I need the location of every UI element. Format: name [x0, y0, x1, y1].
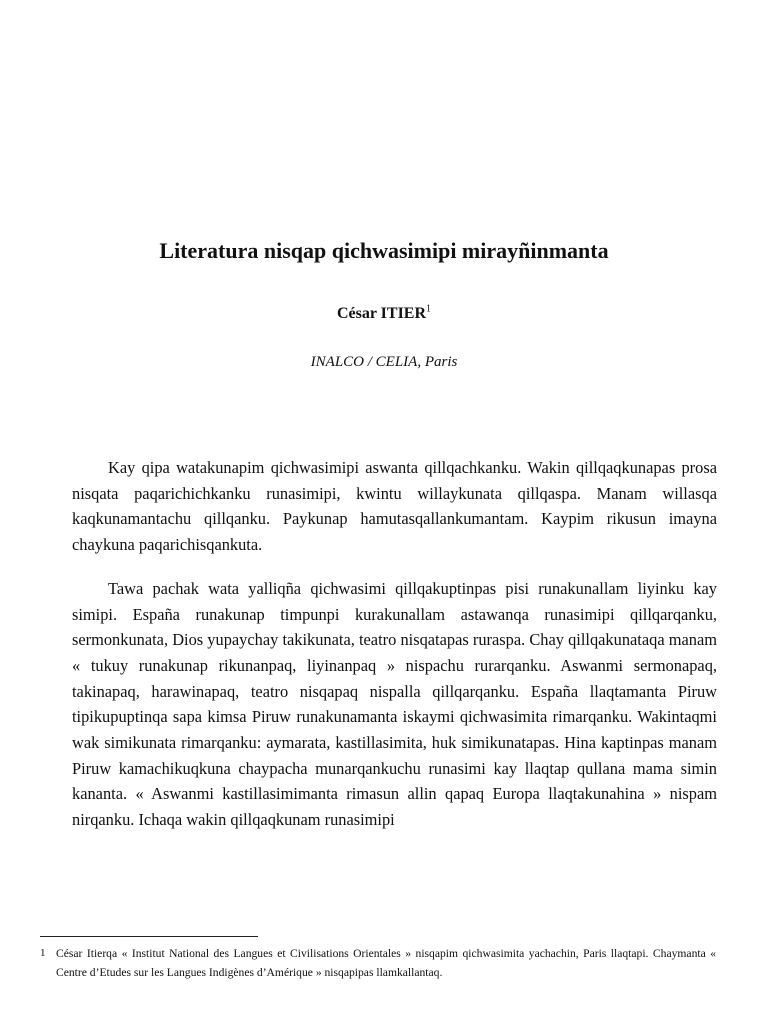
author-affiliation: INALCO / CELIA, Paris [310, 354, 458, 370]
article-title: Literatura nisqap qichwasimipi mirayñinmanta [159, 238, 609, 263]
footnote-reference[interactable]: 1 [426, 303, 432, 315]
body-paragraph-1: Kay qipa watakunapim qichwasimipi aswanta qillqachkanku. Wakin qillqaqkunapas prosa nisqata paqarichichkanku runasimipi, kwintu willaykunata qillqaspa. Manam willasqa kaqkunamantachu qillqanku. Paykunap hamutasqallankumantam. Kaypim rikusun imayna chaykuna paqarichisqankuta. [72, 458, 717, 555]
footnote-separator [40, 936, 258, 937]
author-line [0, 305, 768, 323]
footnote [40, 944, 718, 982]
body-paragraph-2: Tawa pachak wata yalliqña qichwasimi qillqakuptinpas pisi runakunallam liyinku kay simipi. España runakunap timpunpi kurakunallam astawanqa runasimipi qillqarqanku, sermonkunata, Dios yupaychay takikunata, teatro nisqatapas ruraspa. Chay qillqakunataqa manam « tukuy runakunap rikunanpaq, liyinanpaq » nispachu rurarqanku. Aswanmi sermonapaq, takinapaq, harawinapaq, teatro nisqapaq nispalla qillqarqanku. España llaqtamanta Piruw tipikupuptinqa sapa kimsa Piruw runakunamanta iskaymi qichwasimita rimarqanku. Wakintaqmi wak simikunata rimarqanku: aymarata, kastillasimita, huk simikunatapas. Hina kaptinpas manam Piruw kamachikuqkuna chaypacha munarqankuchu runasimi kay llaqtap qullana mama simin kananta. « Aswanmi kastillasimimanta rimasun allin qapaq Europa llaqtakunahina » nispam nirqanku. Ichaqa wakin qillqaqkunam runasimipi [72, 578, 717, 830]
footnote-text: César Itierqa « Institut National des Langues et Civilisations Orientales » nisqapim qichwasimita yachachin, Paris llaqtapi. Chaymanta « Centre d’Etudes sur les Langues Indigènes d’Amérique » nisqapipas llamkallantaq. [56, 947, 716, 979]
footnote-mark: 1 [40, 947, 46, 959]
author-name: César ITIER [336, 305, 427, 322]
article-body [72, 455, 717, 851]
